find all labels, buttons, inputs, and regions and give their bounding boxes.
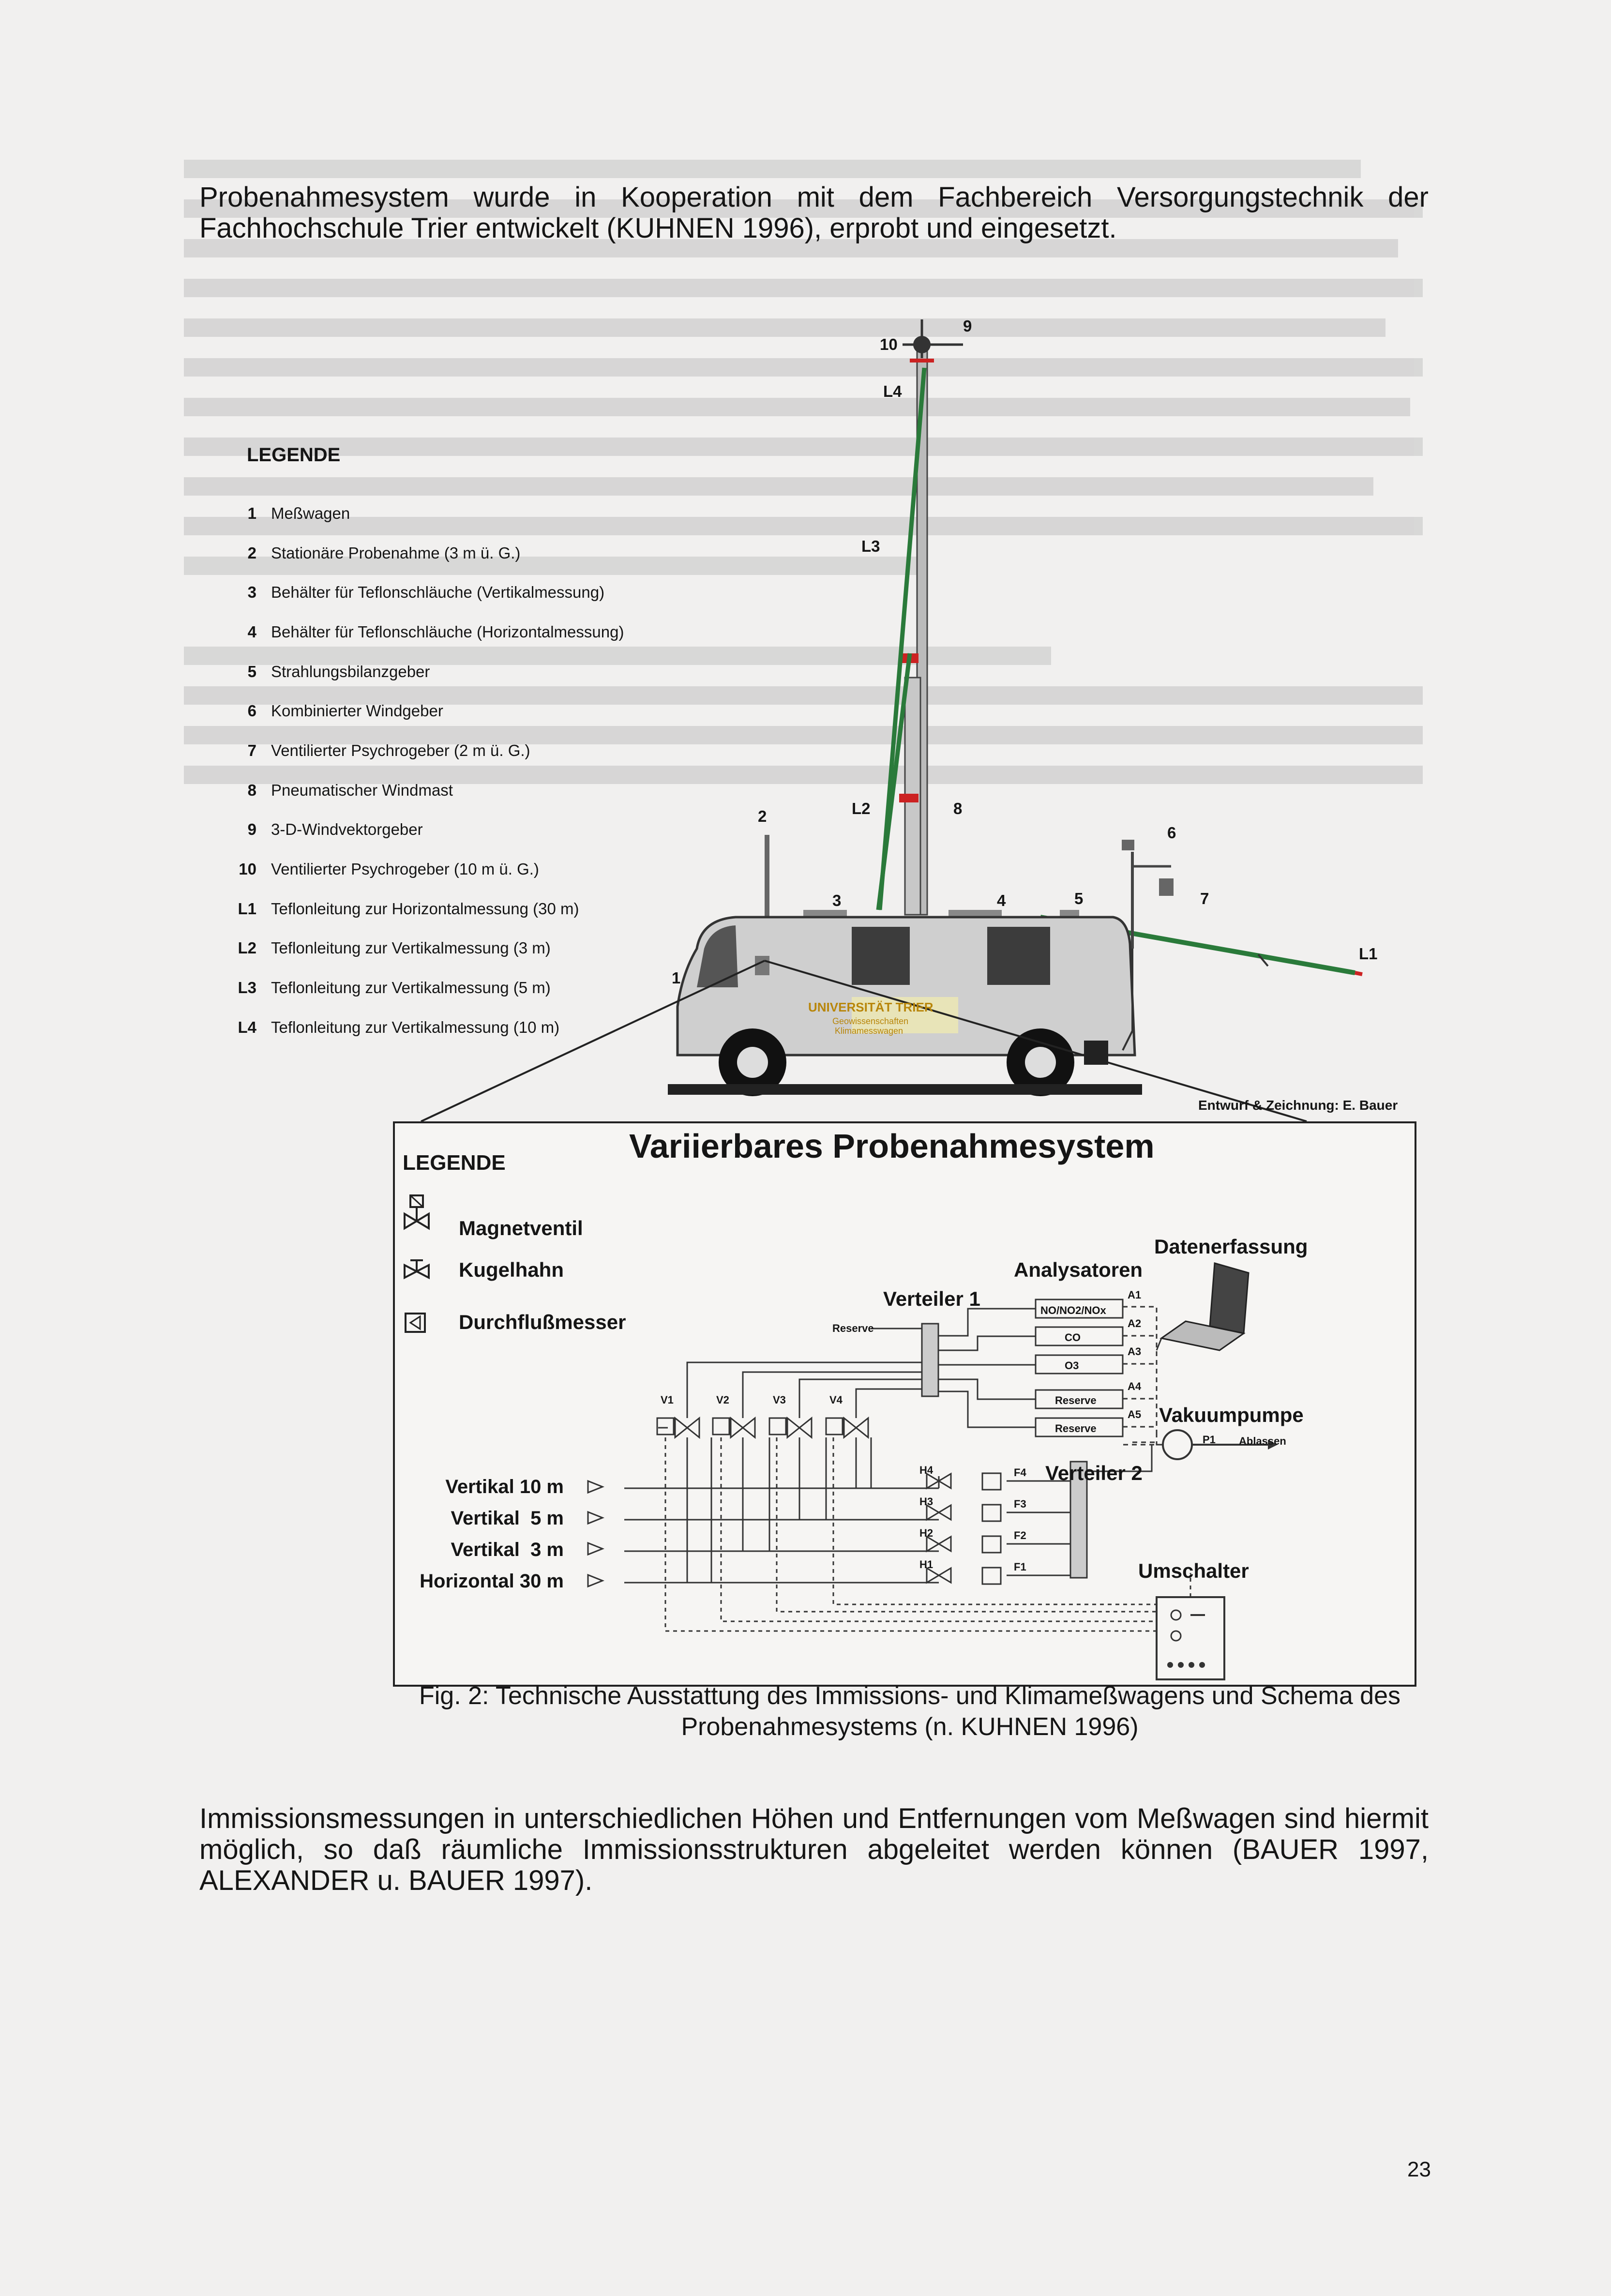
analyzer-port: A5 [1128,1408,1142,1420]
ball-valve-label: H2 [919,1527,933,1539]
flow-meter-label: F1 [1014,1561,1026,1573]
valve-label: V2 [716,1394,729,1406]
legend-item: L3 Teflonleitung zur Vertikalmessung (5 m) [238,979,551,997]
label-pump-p1: P1 [1203,1434,1216,1446]
analyzer-name: Reserve [1055,1394,1097,1406]
analyzer-port: A1 [1128,1289,1142,1301]
van-lettering-2: Geowissenschaften [832,1016,909,1026]
analyzer-port: A2 [1128,1317,1142,1329]
label-4: 4 [997,891,1006,909]
legend-item: 1 Meßwagen [247,504,350,522]
legend-solenoid-valve: Magnetventil [459,1217,583,1239]
analyzer-name: Reserve [1055,1422,1097,1435]
legend-item: 5 Strahlungsbilanzgeber [247,662,430,680]
legend-item: 2 Stationäre Probenahme (3 m ü. G.) [247,544,521,562]
legend-item: 7 Ventilierter Psychrogeber (2 m ü. G.) [247,741,530,759]
label-9: 9 [963,317,972,335]
analyzer-port: A3 [1128,1345,1142,1358]
analyzer-port: A4 [1128,1380,1142,1392]
figure-credit: Entwurf & Zeichnung: E. Bauer [1198,1098,1398,1113]
inlet-label: Vertikal 10 m [445,1476,564,1497]
label-vacuum-pump: Vakuumpumpe [1159,1404,1304,1426]
inlet-label: Vertikal 3 m [451,1539,564,1560]
valve-label: V1 [661,1394,674,1406]
valve-label: V3 [773,1394,786,1406]
legend-item: L4 Teflonleitung zur Vertikalmessung (10 m) [238,1018,560,1036]
analyzer-name: CO [1065,1331,1081,1344]
closing-paragraph: Immissionsmessungen in unterschiedlichen Höhen und Entfernungen vom Meßwagen sind hiermit möglich, so daß räumliche Immissionsstrukturen abgeleitet werden können (BAUER 1997, ALEXANDER u. BAUER 1997). [199,1803,1429,1896]
legend-item: 10 Ventilierter Psychrogeber (10 m ü. G.) [239,860,539,878]
schema-title: Variierbares Probenahmesystem [629,1127,1155,1165]
inlet-label: Vertikal 5 m [451,1508,564,1529]
legend-item: 8 Pneumatischer Windmast [247,781,453,799]
ball-valve-label: H3 [919,1495,933,1508]
label-analyzers: Analysatoren [1014,1258,1143,1281]
legend-title: LEGENDE [247,444,341,466]
label-7: 7 [1200,890,1209,907]
label-5: 5 [1074,890,1084,907]
analyzer-name: NO/NO2/NOx [1040,1304,1106,1316]
legend-flow-meter: Durchflußmesser [459,1311,626,1333]
legend-item: 6 Kombinierter Windgeber [247,702,443,720]
inlet-label: Horizontal 30 m [420,1571,564,1592]
ball-valve-label: H1 [919,1558,933,1571]
legend-item: L2 Teflonleitung zur Vertikalmessung (3 m) [238,939,551,957]
label-6: 6 [1167,824,1176,842]
label-L2: L2 [852,800,871,817]
figure-caption: Fig. 2: Technische Ausstattung des Immissions- und Klimameßwagens und Schema des Probenahmesystems (n. KUHNEN 1996) [419,1682,1401,1741]
label-L3: L3 [861,537,880,555]
label-8: 8 [953,800,963,817]
legend-ball-valve: Kugelhahn [459,1258,564,1281]
label-data-acquisition: Datenerfassung [1154,1235,1308,1258]
label-reserve-inlet: Reserve [832,1322,874,1334]
legend-item: 4 Behälter für Teflonschläuche (Horizontalmessung) [247,622,624,641]
label-exhaust: Ablassen [1239,1435,1286,1447]
page-number: 23 [1407,2158,1431,2181]
van-lettering-1: UNIVERSITÄT TRIER [808,1000,933,1014]
legend-item: L1 Teflonleitung zur Horizontalmessung (30 m) [238,899,579,918]
analyzer-name: O3 [1065,1359,1079,1372]
label-manifold-2: Verteiler 2 [1045,1462,1143,1484]
label-L1: L1 [1359,945,1378,963]
flow-meter-label: F3 [1014,1498,1026,1510]
label-1: 1 [672,969,681,987]
label-switch: Umschalter [1138,1559,1249,1582]
label-2: 2 [758,807,767,825]
valve-label: V4 [829,1394,843,1406]
label-10: 10 [880,335,898,353]
label-manifold-1: Verteiler 1 [883,1287,980,1310]
label-L4: L4 [883,382,902,400]
flow-meter-label: F4 [1014,1466,1026,1479]
legend-item: 9 3-D-Windvektorgeber [247,820,423,839]
van-lettering-3: Klimamesswagen [835,1026,903,1036]
legend-item: 3 Behälter für Teflonschläuche (Vertikalmessung) [247,583,605,602]
ball-valve-label: H4 [919,1464,933,1476]
schema-legend-title: LEGENDE [403,1151,506,1175]
intro-paragraph: Probenahmesystem wurde in Kooperation mit dem Fachbereich Versorgungstechnik der Fachhochschule Trier entwickelt (KUHNEN 1996), erprobt und eingesetzt. [199,181,1429,244]
label-3: 3 [832,891,842,909]
flow-meter-label: F2 [1014,1529,1026,1541]
